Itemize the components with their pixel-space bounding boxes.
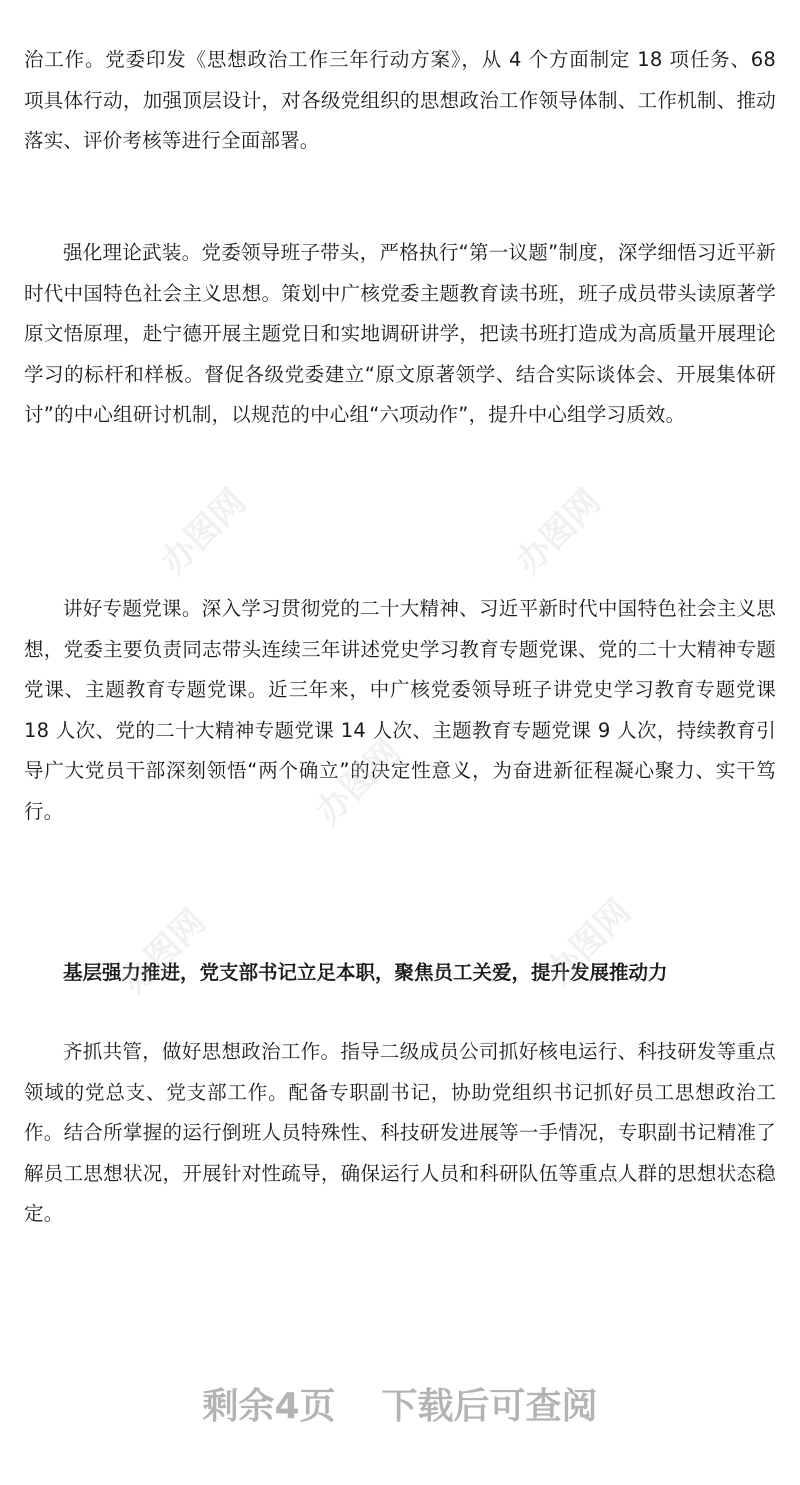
paragraph-continuation: 治工作。党委印发《思想政治工作三年行动方案》，从 4 个方面制定 18 项任务、68 项具体行动，加强顶层设计，对各级党组织的思想政治工作领导体制、工作机制、推动落实、评价考核等进行全面部署。 [24, 48, 776, 152]
download-hint-label: 下载后可查阅 [381, 1386, 598, 1427]
watermark-text: 办图网 [153, 481, 254, 583]
section-heading: 基层强力推进，党支部书记立足本职，聚焦员工关爱，提升发展推动力 [63, 961, 668, 984]
remaining-pages-label: 剩余4页 [202, 1386, 336, 1427]
download-prompt[interactable] [0, 1383, 800, 1431]
watermark-text: 办图网 [113, 901, 214, 1003]
paragraph-party-lecture: 讲好专题党课。深入学习贯彻党的二十大精神、习近平新时代中国特色社会主义思想，党委主要负责同志带头连续三年讲述党史学习教育专题党课、党的二十大精神专题党课、主题教育专题党课。近三年来，中广核党委领导班子讲党史学习教育专题党课 18 人次、党的二十大精神专题党课 14 人次、主题教育专题党课 9 人次，持续教育引导广大党员干部深刻领悟“两个确立”的决定性意义，为奋进新征程凝心聚力、实干笃行。 [24, 597, 776, 823]
paragraph-joint-management: 齐抓共管，做好思想政治工作。指导二级成员公司抓好核电运行、科技研发等重点领域的党总支、党支部工作。配备专职副书记，协助党组织书记抓好员工思想政治工作。结合所掌握的运行倒班人员特殊性、科技研发进展等一手情况，专职副书记精准了解员工思想状况，开展针对性疏导，确保运行人员和科研队伍等重点人群的思想状态稳定。 [24, 1040, 776, 1225]
watermark-text: 办图网 [308, 731, 409, 833]
paragraph-theory-armament: 强化理论武装。党委领导班子带头，严格执行“第一议题”制度，深学细悟习近平新时代中国特色社会主义思想。策划中广核党委主题教育读书班，班子成员带头读原著学原文悟原理，赴宁德开展主题党日和实地调研讲学，把读书班打造成为高质量开展理论学习的标杆和样板。督促各级党委建立“原文原著领学、结合实际谈体会、开展集体研讨”的中心组研讨机制，以规范的中心组“六项动作”，提升中心组学习质效。 [24, 241, 776, 426]
watermark-text: 办图网 [538, 891, 639, 993]
watermark-text: 办图网 [508, 481, 609, 583]
